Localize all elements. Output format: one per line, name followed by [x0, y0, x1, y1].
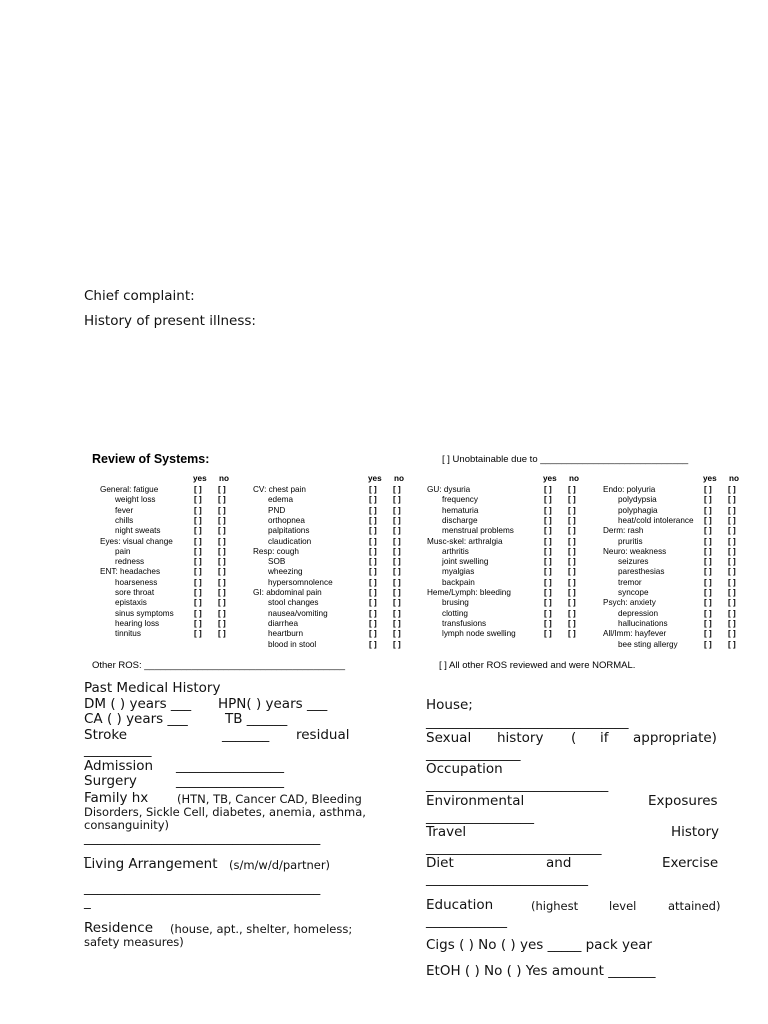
ros-yes-checkbox[interactable]: [ ]: [544, 495, 552, 505]
ros-item-label: hoarseness: [115, 577, 158, 587]
ros-no-checkbox[interactable]: [ ]: [393, 546, 401, 556]
ros-no-checkbox[interactable]: [ ]: [218, 546, 226, 556]
etoh-field: EtOH ( ) No ( ) Yes amount _______: [426, 963, 656, 979]
ros-no-checkbox[interactable]: [ ]: [218, 526, 226, 536]
ros-no-checkbox[interactable]: [ ]: [728, 495, 736, 505]
ros-no-checkbox[interactable]: [ ]: [728, 577, 736, 587]
travel-label: Travel: [426, 824, 467, 840]
ros-yes-checkbox[interactable]: [ ]: [704, 557, 712, 567]
diet-line: ________________________: [426, 871, 588, 887]
ros-no-checkbox[interactable]: [ ]: [393, 536, 401, 546]
ros-no-checkbox[interactable]: [ ]: [393, 567, 401, 577]
ros-item-label: General: fatigue: [100, 485, 159, 494]
ros-item-label: depression: [618, 608, 659, 618]
ros-no-checkbox[interactable]: [ ]: [218, 557, 226, 567]
ros-yes-checkbox[interactable]: [ ]: [194, 526, 202, 536]
tb-field: TB ______: [225, 711, 288, 727]
ros-item-label: menstrual problems: [442, 526, 514, 536]
ros-no-checkbox[interactable]: [ ]: [568, 567, 576, 577]
house-label: House;: [426, 697, 473, 713]
occupation-line: ___________________________: [426, 777, 609, 793]
ros-no-checkbox[interactable]: [ ]: [218, 485, 226, 494]
education-detail-3: attained): [668, 899, 721, 913]
ros-no-checkbox[interactable]: [ ]: [218, 577, 226, 587]
stroke-blank: _______: [222, 727, 270, 743]
ros-no-checkbox[interactable]: [ ]: [218, 505, 226, 515]
ros-item-label: epistaxis: [115, 598, 147, 608]
sexual-appropriate: appropriate): [633, 730, 717, 746]
hpi-label: History of present illness:: [84, 313, 256, 329]
ros-all-other-normal: [ ] All other ROS reviewed and were NORMAL.: [439, 660, 636, 671]
ros-no-checkbox[interactable]: [ ]: [393, 515, 401, 525]
ros-yes-checkbox[interactable]: [ ]: [194, 567, 202, 577]
ros-no-checkbox[interactable]: [ ]: [728, 629, 736, 639]
sexual-line: ______________: [426, 746, 521, 762]
ros-yes-checkbox[interactable]: [ ]: [194, 485, 202, 494]
ros-yes-checkbox[interactable]: [ ]: [369, 485, 377, 494]
ros-yes-checkbox[interactable]: [ ]: [194, 495, 202, 505]
ros-no-checkbox[interactable]: [ ]: [568, 557, 576, 567]
family-hx-detail-3: consanguinity): [84, 818, 170, 832]
living-label: Living Arrangement: [84, 856, 218, 872]
ros-yes-checkbox[interactable]: [ ]: [704, 629, 712, 639]
diet-label: Diet: [426, 855, 454, 871]
ros-item-label: polyphagia: [618, 505, 658, 515]
ros-item-label: night sweats: [115, 526, 161, 536]
ros-item-label: Psych: anxiety: [603, 598, 656, 608]
education-detail-2: level: [609, 899, 637, 913]
ros-no-checkbox[interactable]: [ ]: [393, 618, 401, 628]
ros-item-label: Endo: polyuria: [603, 485, 656, 494]
ros-yes-checkbox[interactable]: [ ]: [544, 567, 552, 577]
ros-no-checkbox[interactable]: [ ]: [218, 515, 226, 525]
ros-yes-checkbox[interactable]: [ ]: [194, 557, 202, 567]
ros-yes-checkbox[interactable]: [ ]: [369, 505, 377, 515]
family-hx-line: ___________________________________: [84, 830, 321, 846]
ros-other: Other ROS: ______________________________________: [92, 660, 346, 671]
ros-no-checkbox[interactable]: [ ]: [728, 526, 736, 536]
ros-yes-checkbox[interactable]: [ ]: [704, 567, 712, 577]
ros-item-label: joint swelling: [442, 557, 489, 567]
ros-yes-checkbox[interactable]: [ ]: [369, 526, 377, 536]
ros-yes-checkbox[interactable]: [ ]: [194, 618, 202, 628]
ros-yes-checkbox[interactable]: [ ]: [194, 505, 202, 515]
ros-no-checkbox[interactable]: [ ]: [568, 577, 576, 587]
ros-no-checkbox[interactable]: [ ]: [568, 588, 576, 597]
ros-item-label: Resp: cough: [253, 546, 299, 556]
living-line-2: _: [84, 894, 91, 910]
ros-item-label: hallucinations: [618, 618, 668, 628]
ros-no-checkbox[interactable]: [ ]: [568, 505, 576, 515]
ros-yes-checkbox[interactable]: [ ]: [704, 536, 712, 546]
ros-yes-checkbox[interactable]: [ ]: [194, 577, 202, 587]
family-hx-detail-2: Disorders, Sickle Cell, diabetes, anemia, asthma,: [84, 805, 366, 819]
ros-no-checkbox[interactable]: [ ]: [393, 557, 401, 567]
ros-item-label: tinnitus: [115, 629, 141, 639]
ros-no-header: no: [569, 474, 580, 483]
ros-item-label: orthopnea: [268, 515, 305, 525]
ros-yes-checkbox[interactable]: [ ]: [704, 618, 712, 628]
ros-item-label: SOB: [268, 557, 286, 567]
exercise-label: Exercise: [662, 855, 719, 871]
education-detail-1: (highest: [531, 899, 579, 913]
ros-item-label: frequency: [442, 495, 478, 505]
ros-yes-checkbox[interactable]: [ ]: [544, 505, 552, 515]
ca-field: CA ( ) years ___: [84, 711, 188, 727]
ros-no-checkbox[interactable]: [ ]: [393, 608, 401, 618]
ros-yes-checkbox[interactable]: [ ]: [194, 608, 202, 618]
ros-no-checkbox[interactable]: [ ]: [393, 598, 401, 608]
ros-item-label: CV: chest pain: [253, 485, 306, 494]
ros-yes-checkbox[interactable]: [ ]: [544, 515, 552, 525]
ros-yes-checkbox[interactable]: [ ]: [544, 526, 552, 536]
ros-item-label: chills: [115, 515, 134, 525]
sexual-if: if: [600, 730, 609, 746]
ros-no-checkbox[interactable]: [ ]: [393, 588, 401, 597]
occupation-label: Occupation: [426, 761, 503, 777]
ros-item-label: wheezing: [268, 567, 303, 577]
exposures-label: Exposures: [648, 793, 718, 809]
ros-item-label: Neuro: weakness: [603, 546, 667, 556]
ros-item-label: nausea/vomiting: [268, 608, 328, 618]
residual-label: residual: [296, 727, 350, 743]
ros-yes-checkbox[interactable]: [ ]: [369, 557, 377, 567]
ros-no-checkbox[interactable]: [ ]: [218, 536, 226, 546]
ros-item-label: fever: [115, 505, 134, 515]
living-line: ___________________________________: [84, 880, 321, 896]
admission-label: Admission: [84, 758, 154, 774]
ros-yes-checkbox[interactable]: [ ]: [544, 608, 552, 618]
ros-item-label: palpitations: [268, 526, 310, 536]
ros-item-label: pruritis: [618, 536, 643, 546]
ros-yes-checkbox[interactable]: [ ]: [544, 536, 552, 546]
ros-item-label: syncope: [618, 588, 649, 597]
ros-item-label: GU: dysuria: [427, 485, 471, 494]
ros-item-label: All/Imm: hayfever: [603, 629, 667, 639]
ros-yes-checkbox[interactable]: [ ]: [369, 629, 377, 639]
ros-item-label: hearing loss: [115, 618, 160, 628]
ros-item-label: ENT: headaches: [100, 567, 161, 577]
ros-yes-checkbox[interactable]: [ ]: [704, 639, 712, 649]
family-hx-detail-1: (HTN, TB, Cancer CAD, Bleeding: [177, 792, 362, 806]
family-hx-label: Family hx: [84, 790, 149, 806]
environmental-line: ________________: [426, 809, 534, 825]
ros-no-checkbox[interactable]: [ ]: [728, 546, 736, 556]
ros-yes-checkbox[interactable]: [ ]: [704, 577, 712, 587]
ros-item-label: polydypsia: [618, 495, 657, 505]
travel-line: __________________________: [426, 840, 602, 856]
stroke-line: __________: [84, 742, 152, 758]
ros-item-label: blood in stool: [268, 639, 317, 649]
ros-no-header: no: [729, 474, 740, 483]
family-hx-line-2: _: [84, 843, 91, 859]
ros-item-label: backpain: [442, 577, 475, 587]
ros-item-label: sore throat: [115, 588, 155, 597]
education-label: Education: [426, 897, 494, 913]
ros-no-checkbox[interactable]: [ ]: [728, 639, 736, 649]
sexual-label: Sexual: [426, 730, 472, 746]
ros-title: Review of Systems:: [92, 452, 210, 466]
ros-no-checkbox[interactable]: [ ]: [393, 526, 401, 536]
ros-item-label: edema: [268, 495, 294, 505]
ros-no-checkbox[interactable]: [ ]: [728, 618, 736, 628]
ros-no-checkbox[interactable]: [ ]: [728, 588, 736, 597]
ros-item-label: Derm: rash: [603, 526, 644, 536]
ros-item-label: Eyes: visual change: [100, 536, 173, 546]
ros-item-label: myalgias: [442, 567, 475, 577]
ros-yes-checkbox[interactable]: [ ]: [369, 608, 377, 618]
ros-item-label: seizures: [618, 557, 649, 567]
ros-yes-checkbox[interactable]: [ ]: [544, 588, 552, 597]
ros-yes-checkbox[interactable]: [ ]: [704, 505, 712, 515]
ros-item-label: brusing: [442, 598, 469, 608]
ros-unobtainable: [ ] Unobtainable due to ____________________________: [442, 454, 689, 465]
ros-yes-header: yes: [703, 474, 717, 483]
ros-yes-checkbox[interactable]: [ ]: [704, 515, 712, 525]
ros-yes-checkbox[interactable]: [ ]: [194, 515, 202, 525]
ros-item-label: lymph node swelling: [442, 629, 516, 639]
travel-history-label: History: [671, 824, 720, 840]
ros-no-checkbox[interactable]: [ ]: [393, 577, 401, 587]
ros-item-label: PND: [268, 505, 286, 515]
ros-item-label: heat/cold intolerance: [618, 515, 694, 525]
ros-yes-checkbox[interactable]: [ ]: [704, 588, 712, 597]
ros-yes-checkbox[interactable]: [ ]: [544, 629, 552, 639]
admission-blank: ________________: [176, 758, 284, 774]
ros-yes-checkbox[interactable]: [ ]: [544, 485, 552, 494]
ros-no-checkbox[interactable]: [ ]: [393, 495, 401, 505]
ros-no-checkbox[interactable]: [ ]: [393, 505, 401, 515]
ros-no-checkbox[interactable]: [ ]: [568, 485, 576, 494]
house-line: ______________________________: [426, 714, 629, 730]
ros-item-label: claudication: [268, 536, 312, 546]
ros-yes-checkbox[interactable]: [ ]: [369, 577, 377, 587]
ros-no-checkbox[interactable]: [ ]: [568, 608, 576, 618]
ros-yes-checkbox[interactable]: [ ]: [369, 495, 377, 505]
ros-item-label: hematuria: [442, 505, 479, 515]
ros-no-header: no: [394, 474, 405, 483]
review-of-systems: [82, 444, 752, 676]
ros-yes-checkbox[interactable]: [ ]: [369, 567, 377, 577]
stroke-label: Stroke: [84, 727, 128, 743]
ros-item-label: tremor: [618, 577, 642, 587]
ros-no-checkbox[interactable]: [ ]: [728, 567, 736, 577]
ros-no-checkbox[interactable]: [ ]: [728, 536, 736, 546]
ros-yes-checkbox[interactable]: [ ]: [704, 485, 712, 494]
ros-no-checkbox[interactable]: [ ]: [568, 598, 576, 608]
ros-no-checkbox[interactable]: [ ]: [218, 588, 226, 597]
ros-yes-checkbox[interactable]: [ ]: [544, 546, 552, 556]
ros-no-checkbox[interactable]: [ ]: [393, 629, 401, 639]
ros-no-checkbox[interactable]: [ ]: [393, 485, 401, 494]
ros-yes-checkbox[interactable]: [ ]: [369, 588, 377, 597]
ros-item-label: redness: [115, 557, 145, 567]
hpn-field: HPN( ) years ___: [218, 696, 328, 712]
education-line: ____________: [426, 913, 507, 929]
environmental-label: Environmental: [426, 793, 525, 809]
ros-item-label: heartburn: [268, 629, 304, 639]
living-detail: (s/m/w/d/partner): [229, 858, 331, 872]
ros-item-label: stool changes: [268, 598, 319, 608]
ros-item-label: arthritis: [442, 546, 469, 556]
ros-yes-checkbox[interactable]: [ ]: [369, 639, 377, 649]
ros-yes-checkbox[interactable]: [ ]: [704, 495, 712, 505]
ros-no-checkbox[interactable]: [ ]: [728, 515, 736, 525]
ros-yes-checkbox[interactable]: [ ]: [704, 608, 712, 618]
ros-no-checkbox[interactable]: [ ]: [218, 495, 226, 505]
ros-yes-checkbox[interactable]: [ ]: [544, 598, 552, 608]
diet-and: and: [546, 855, 572, 871]
ros-item-label: bee sting allergy: [618, 639, 678, 649]
sexual-history: history: [497, 730, 544, 746]
ros-item-label: sinus symptoms: [115, 608, 174, 618]
ros-yes-header: yes: [368, 474, 382, 483]
ros-no-checkbox[interactable]: [ ]: [728, 598, 736, 608]
ros-yes-checkbox[interactable]: [ ]: [194, 629, 202, 639]
ros-yes-checkbox[interactable]: [ ]: [369, 546, 377, 556]
ros-yes-checkbox[interactable]: [ ]: [194, 598, 202, 608]
ros-no-checkbox[interactable]: [ ]: [568, 618, 576, 628]
residence-detail-2: safety measures): [84, 935, 184, 949]
ros-no-checkbox[interactable]: [ ]: [568, 546, 576, 556]
ros-no-checkbox[interactable]: [ ]: [728, 485, 736, 494]
ros-yes-header: yes: [193, 474, 207, 483]
ros-no-checkbox[interactable]: [ ]: [568, 526, 576, 536]
ros-item-label: hypersomnolence: [268, 577, 333, 587]
ros-yes-checkbox[interactable]: [ ]: [544, 577, 552, 587]
ros-item-label: transfusions: [442, 618, 487, 628]
ros-yes-checkbox[interactable]: [ ]: [194, 588, 202, 597]
pmh-heading: Past Medical History: [84, 680, 221, 696]
ros-yes-checkbox[interactable]: [ ]: [704, 546, 712, 556]
ros-item-label: discharge: [442, 515, 478, 525]
ros-no-checkbox[interactable]: [ ]: [218, 629, 226, 639]
ros-no-checkbox[interactable]: [ ]: [568, 495, 576, 505]
ros-item-label: Heme/Lymph: bleeding: [427, 588, 511, 597]
ros-no-checkbox[interactable]: [ ]: [218, 567, 226, 577]
sexual-paren: (: [571, 730, 577, 746]
ros-item-label: pain: [115, 546, 131, 556]
ros-yes-checkbox[interactable]: [ ]: [369, 618, 377, 628]
ros-no-checkbox[interactable]: [ ]: [218, 618, 226, 628]
surgery-label: Surgery: [84, 773, 137, 789]
ros-no-checkbox[interactable]: [ ]: [218, 608, 226, 618]
ros-no-header: no: [219, 474, 230, 483]
ros-item-label: Musc-skel: arthralgia: [427, 536, 503, 546]
residence-detail: (house, apt., shelter, homeless;: [170, 922, 353, 936]
ros-item-label: paresthesias: [618, 567, 665, 577]
ros-no-checkbox[interactable]: [ ]: [568, 629, 576, 639]
ros-yes-checkbox[interactable]: [ ]: [704, 526, 712, 536]
surgery-blank: ________________: [176, 773, 284, 789]
ros-yes-checkbox[interactable]: [ ]: [194, 546, 202, 556]
ros-item-label: clotting: [442, 608, 468, 618]
ros-item-label: weight loss: [115, 495, 156, 505]
ros-item-label: GI: abdominal pain: [253, 588, 322, 597]
ros-yes-checkbox[interactable]: [ ]: [544, 557, 552, 567]
ros-no-checkbox[interactable]: [ ]: [218, 598, 226, 608]
ros-no-checkbox[interactable]: [ ]: [568, 515, 576, 525]
residence-label: Residence: [84, 920, 154, 936]
cigs-field: Cigs ( ) No ( ) yes _____ pack year: [426, 937, 653, 953]
ros-no-checkbox[interactable]: [ ]: [728, 505, 736, 515]
ros-no-checkbox[interactable]: [ ]: [728, 608, 736, 618]
ros-no-checkbox[interactable]: [ ]: [728, 557, 736, 567]
ros-yes-checkbox[interactable]: [ ]: [194, 536, 202, 546]
ros-yes-checkbox[interactable]: [ ]: [369, 536, 377, 546]
ros-no-checkbox[interactable]: [ ]: [393, 639, 401, 649]
ros-yes-header: yes: [543, 474, 557, 483]
chief-complaint-label: Chief complaint:: [84, 288, 195, 304]
ros-yes-checkbox[interactable]: [ ]: [369, 515, 377, 525]
ros-no-checkbox[interactable]: [ ]: [568, 536, 576, 546]
ros-yes-checkbox[interactable]: [ ]: [369, 598, 377, 608]
ros-yes-checkbox[interactable]: [ ]: [544, 618, 552, 628]
ros-yes-checkbox[interactable]: [ ]: [704, 598, 712, 608]
dm-field: DM ( ) years ___: [84, 696, 192, 712]
ros-item-label: diarrhea: [268, 618, 299, 628]
